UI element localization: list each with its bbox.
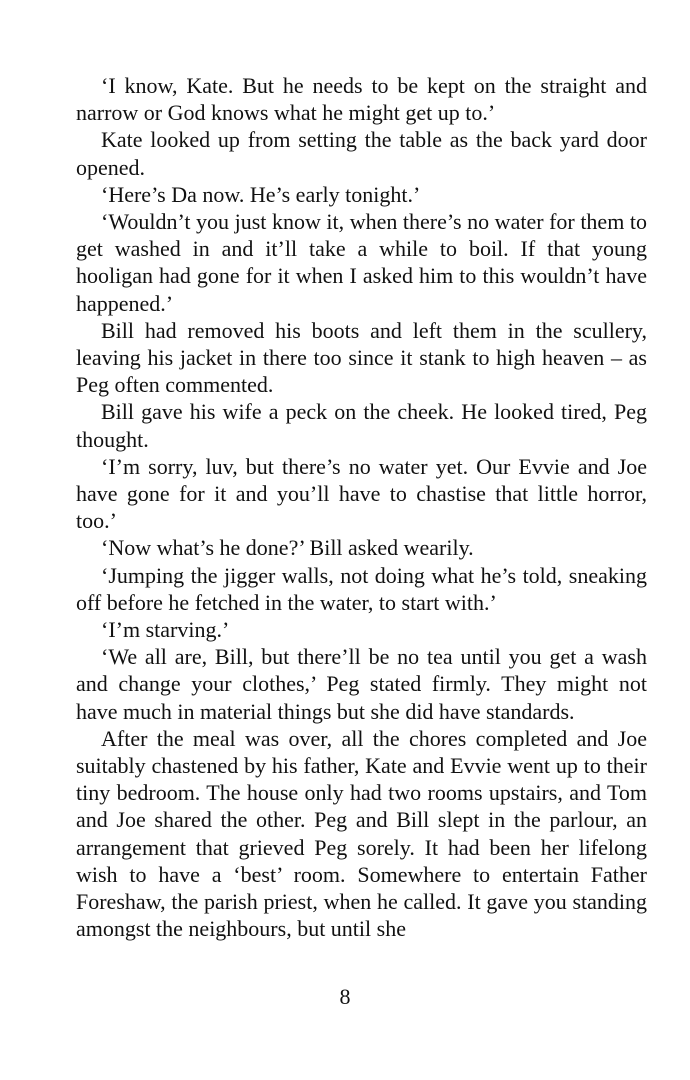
body-text [76, 72, 647, 943]
paragraph-4: ‘Wouldn’t you just know it, when there’s no water for them to get washed in and it’ll take a while to boil. If that young hooligan had gone for it when I asked him to this wouldn’t have happened.’ [76, 209, 647, 316]
paragraph-5: Bill had removed his boots and left them in the scullery, leaving his jacket in there too since it stank to high heaven – as Peg often commented. [76, 317, 647, 398]
paragraph-7: ‘I’m sorry, luv, but there’s no water yet. Our Evvie and Joe have gone for it and you’ll have to chastise that little horror, too.’ [76, 453, 647, 534]
paragraph-10: ‘I’m starving.’ [101, 617, 230, 643]
paragraph-6: Bill gave his wife a peck on the cheek. He looked tired, Peg thought. [76, 399, 647, 452]
paragraph-12: After the meal was over, all the chores completed and Joe suitably chastened by his father, Kate and Evvie went up to their tiny bedroom. The house only had two rooms upstairs, and Tom and Joe shared the other. Peg and Bill slept in the parlour, an arrangement that grieved Peg sorely. It had been her lifelong wish to have a ‘best’ room. Somewhere to entertain Father Foreshaw, the parish priest, when he called. It gave you standing amongst the neighbours, but until she [76, 725, 647, 942]
page-number: 8 [339, 984, 351, 1009]
paragraph-11: ‘We all are, Bill, but there’ll be no tea until you get a wash and change your clothes,’ Peg stated firmly. They might not have much in material things but she did have standards. [76, 644, 647, 724]
paragraph-8: ‘Now what’s he done?’ Bill asked wearily. [101, 535, 474, 561]
paragraph-2: Kate looked up from setting the table as the back yard door opened. [76, 127, 647, 180]
paragraph-3: ‘Here’s Da now. He’s early tonight.’ [101, 181, 421, 207]
paragraph-9: ‘Jumping the jigger walls, not doing what he’s told, sneaking off before he fetched in the water, to start with.’ [76, 562, 647, 615]
paragraph-1: ‘I know, Kate. But he needs to be kept on the straight and narrow or God knows what he might get up to.’ [76, 73, 647, 126]
